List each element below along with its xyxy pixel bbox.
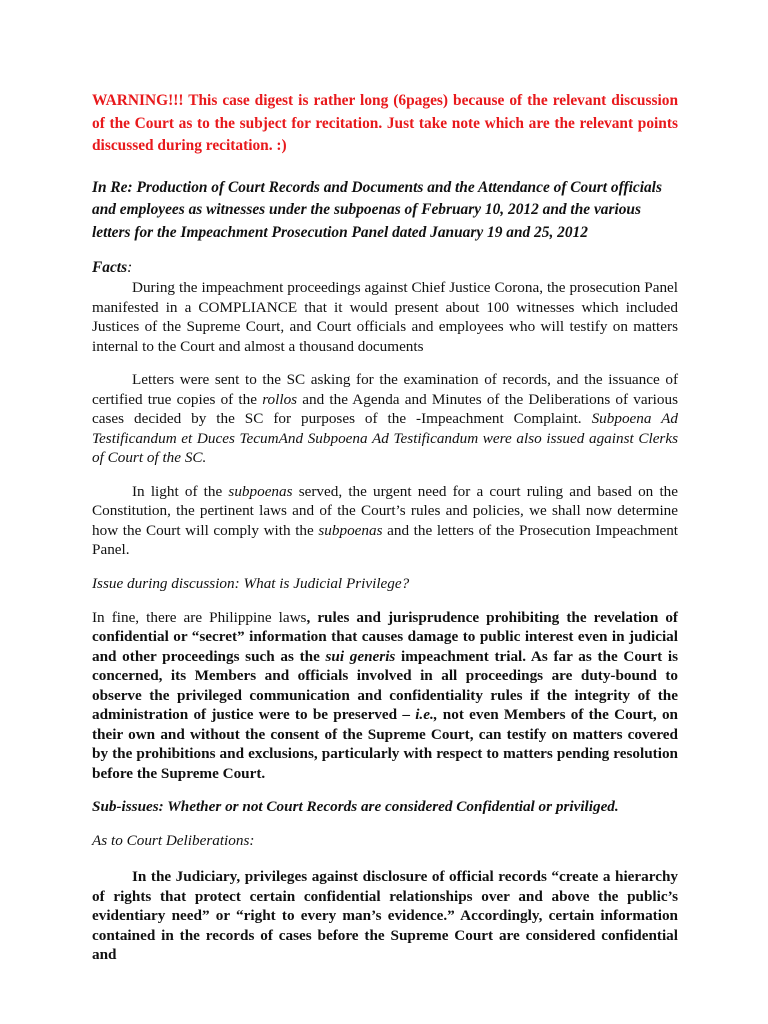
judiciary-paragraph: In the Judiciary, privileges against disclosure of official records “create a hierarchy of rights that protect certain confidential relationships over and above the public’s evidentiary need” or “right to every man’s evidence.” Accordingly, certain information contained in the records of cases before the Supreme Court are considered confidential and xyxy=(92,868,678,963)
para3-subpoenas-1: subpoenas xyxy=(228,482,293,500)
para4-bold-1: , rules and jurisprudence prohibiting the revelation of confidential or “secret” information that causes damage to public interest even in judicial and other proceedings such as the xyxy=(92,608,678,665)
para3-text-2: served, the urgent need for a court ruling and based on the Constitution, the pertinent laws and of the Court’s rules and policies, we shall now determine how the Court will comply with the xyxy=(92,482,678,539)
para2-rollos: rollos xyxy=(262,390,298,408)
facts-paragraph-1: During the impeachment proceedings against Chief Justice Corona, the prosecution Panel manifested in a COMPLIANCE that it would present about 100 witnesses which included Justices of the Supreme Court, and Court officials and employees who will testify on matters internal to the Court and almost a thousand documents xyxy=(92,279,678,355)
para4-bold-2: impeachment trial. As far as the Court is concerned, its Members and officials involved in all proceedings are duty-bound to observe the privileged communication and confidentiality rules if the integrity of the administration of justice were to be preserved – xyxy=(92,647,678,723)
case-title: In Re: Production of Court Records and Documents and the Attendance of Court officials and employees as witnesses under the subpoenas of February 10, 2012 and the various letters for the Impeachment Prosecution Panel dated January 19 and 25, 2012 xyxy=(92,178,662,241)
para3-text-3: and the letters of the Prosecution Impeachment Panel. xyxy=(92,521,679,558)
court-deliberations-heading: As to Court Deliberations: xyxy=(92,832,255,849)
issue-heading: Issue during discussion: What is Judicial Privilege? xyxy=(92,574,410,592)
facts-paragraph-3 xyxy=(92,482,678,560)
para4-sui-generis: sui generis xyxy=(325,647,396,665)
facts-heading-colon: : xyxy=(127,259,133,276)
facts-heading xyxy=(92,258,678,278)
sub-issue-heading: Sub-issues: Whether or not Court Records are considered Confidential or priviliged. xyxy=(92,798,619,815)
para2-text-2: and the Agenda and Minutes of the Deliberations of various cases decided by the SC for purposes of the -Impeachment Complaint. xyxy=(92,390,678,427)
para2-text-1: Letters were sent to the SC asking for the examination of records, and the issuance of certified true copies of the xyxy=(92,371,678,408)
para3-subpoenas-2: subpoenas xyxy=(318,521,383,539)
facts-heading-text: Facts xyxy=(92,259,128,276)
para4-text-1: In fine, there are Philippine laws xyxy=(92,608,307,626)
para4-bold-3: not even Members of the Court, on their own and without the consent of the Supreme Court, can testify on matters covered by the prohibitions and exclusions, particularly with respect to matters pending resolution before the Supreme Court. xyxy=(92,706,679,782)
para2-subpoena-text: Subpoena Ad Testificandum et Duces TecumAnd Subpoena Ad Testificandum were also issued against Clerks of Court of the SC. xyxy=(92,410,679,466)
para3-text-1: In light of the xyxy=(132,482,229,500)
facts-paragraph-2 xyxy=(92,370,678,468)
warning-notice: WARNING!!! This case digest is rather long (6pages) because of the relevant discussion of the Court as to the subject for recitation. Just take note which are the relevant points discussed during recitation. :) xyxy=(92,92,678,154)
para4-ie: i.e., xyxy=(415,706,438,723)
judicial-privilege-paragraph xyxy=(92,608,678,784)
